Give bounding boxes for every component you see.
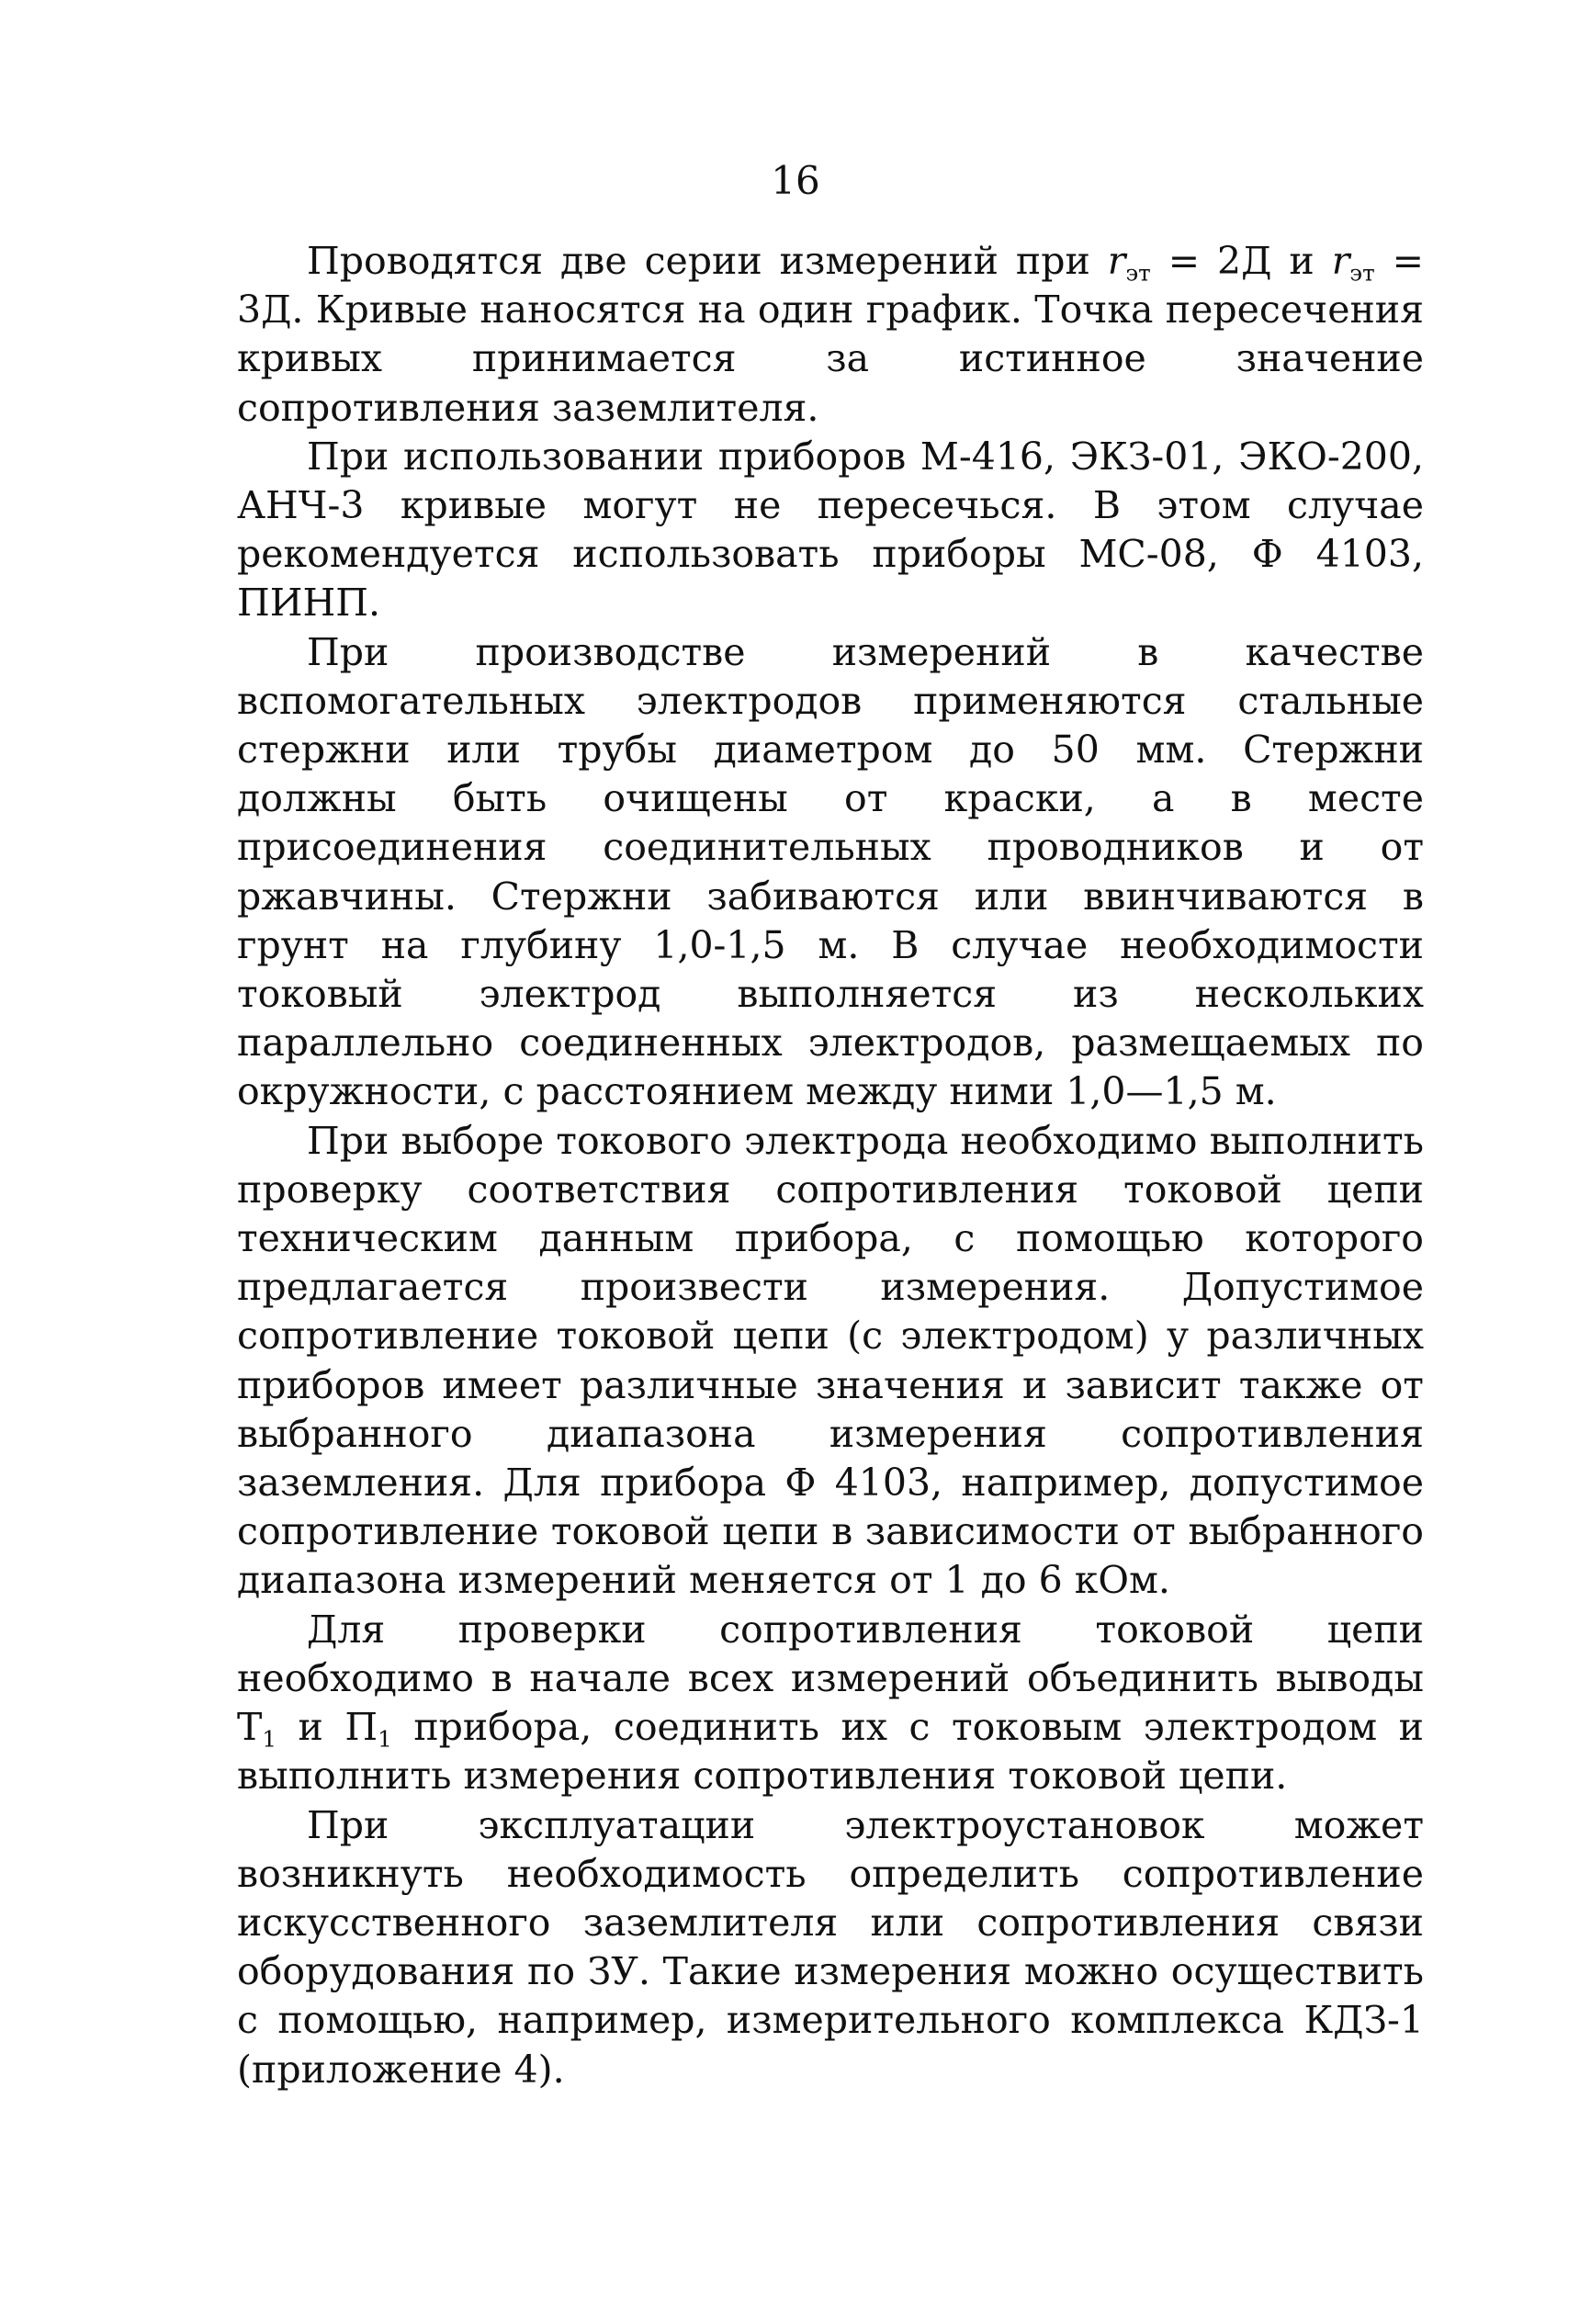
- paragraph-2: При использовании приборов М-416, ЭКЗ-01, ЭКО-200, АНЧ-3 кривые могут не пересечься. В этом случае рекомендуется использовать приборы МС-08, Ф 4103, ПИНП.: [237, 434, 1424, 626]
- paragraph-6: При эксплуатации электроустановок может возникнуть необходимость определить сопротивление искусственного заземлителя или сопротивления связи оборудования по ЗУ. Такие измерения можно осуществить с помощью, например, измерительного комплекса КДЗ-1 (приложение 4).: [237, 1802, 1424, 2092]
- resistance-symbol-1: r: [1107, 239, 1126, 283]
- subscript-p1: 1: [378, 1725, 392, 1753]
- paragraph-5: [237, 1606, 1424, 1801]
- paragraph-4: При выборе токового электрода необходимо выполнить проверку соответствия сопротивления токовой цепи техническим данным прибора, с помощью которого предлагается произвести измерения. Допустимое сопротивление токовой цепи (с электродом) у различных приборов имеет различные значения и зависит также от выбранного диапазона измерения сопротивления заземления. Для прибора Ф 4103, например, допустимое сопротивление токовой цепи в зависимости от выбранного диапазона измерений меняется от 1 до 6 кОм.: [237, 1118, 1424, 1603]
- paragraph-1-part-b: = 2Д и: [1150, 239, 1332, 283]
- paragraph-1-part-c: = 3Д. Кривые наносятся на один график. Точка пересечения кривых принимается за истинное значение сопротивления заземлителя.: [237, 239, 1424, 430]
- resistance-symbol-2: r: [1331, 239, 1350, 283]
- subscript-et-2: эт: [1349, 259, 1375, 287]
- paragraph-1: [237, 237, 1424, 433]
- paragraph-5-part-c: прибора, соединить их с токовым электродом и выполнить измерения сопротивления токовой цепи.: [237, 1705, 1424, 1799]
- body-text: [237, 237, 1424, 2094]
- paragraph-1-part-a: Проводятся две серии измерений при: [307, 239, 1108, 283]
- subscript-t1: 1: [262, 1725, 277, 1753]
- paragraph-3: При производстве измерений в качестве вспомогательных электродов применяются стальные стержни или трубы диаметром до 50 мм. Стержни должны быть очищены от краски, а в месте присоединения соединительных проводников и от ржавчины. Стержни забиваются или ввинчиваются в грунт на глубину 1,0-1,5 м. В случае необходимости токовый электрод выполняется из нескольких параллельно соединенных электродов, размещаемых по окружности, с расстоянием между ними 1,0—1,5 м.: [237, 629, 1424, 1114]
- page-number: 16: [771, 158, 820, 203]
- paragraph-5-part-a: Для проверки сопротивления токовой цепи необходимо в начале всех измерений объединить выводы Т: [237, 1607, 1424, 1750]
- subscript-et-1: эт: [1125, 259, 1151, 287]
- paragraph-5-part-b: и П: [276, 1705, 378, 1750]
